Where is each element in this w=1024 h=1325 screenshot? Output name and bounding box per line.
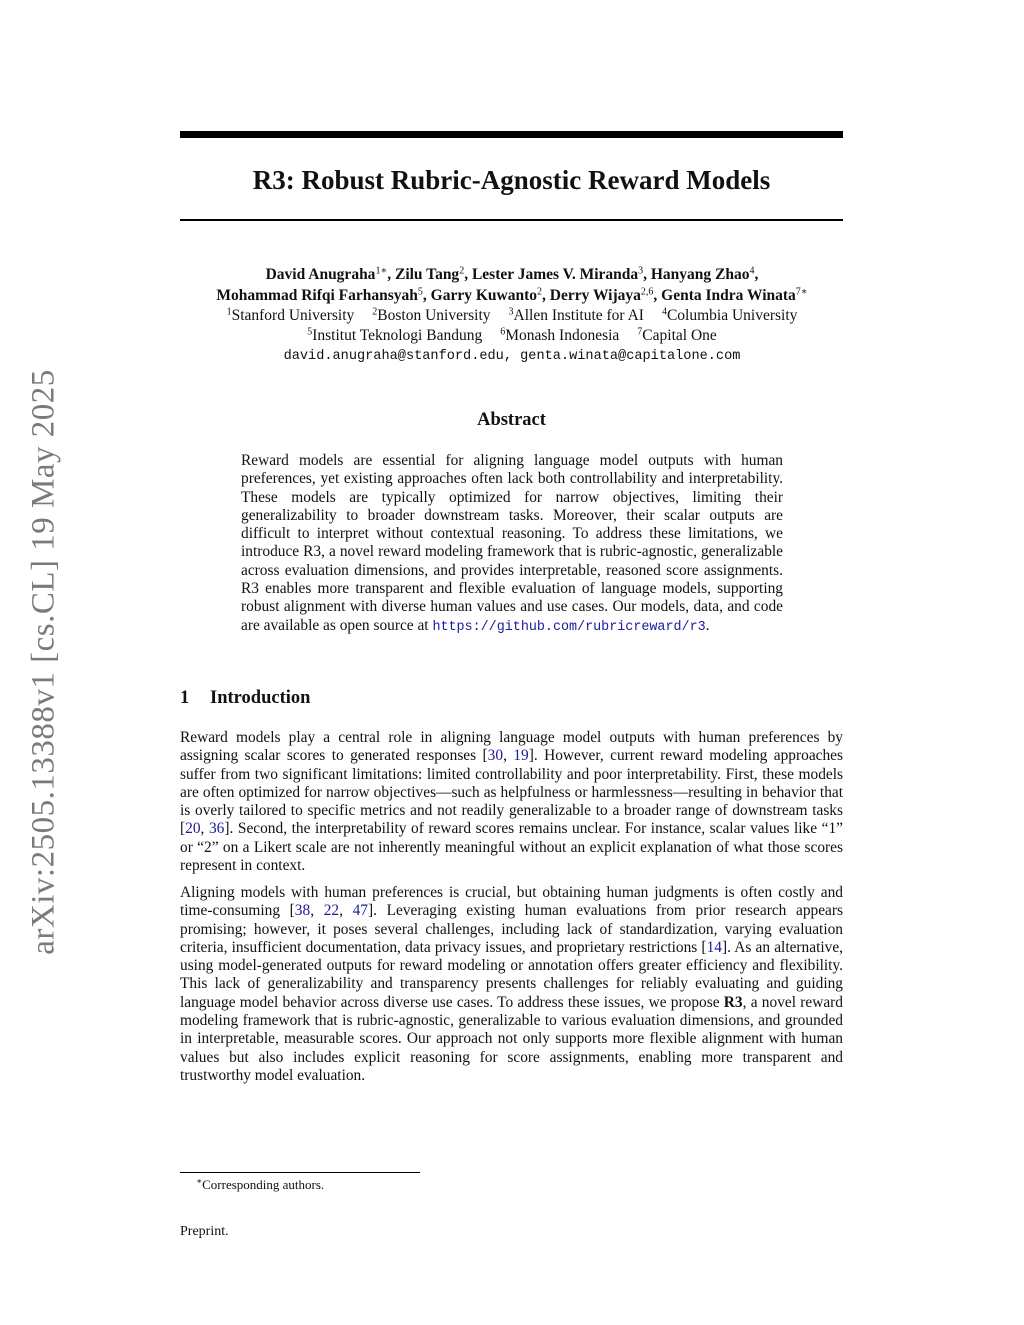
affiliation-number: 7 [637, 326, 643, 338]
author-name: David Anugraha [265, 266, 376, 283]
citation-link[interactable]: 14 [706, 938, 722, 956]
body-text: , [200, 820, 209, 838]
body-text: ]. As an alternative, using model-generated outputs for reward modeling or annotation offers greater efficiency and flexibility. This lack of generalizability and transparency presents challenges for reliably evaluating and guiding language model behavior across diverse use cases. To address these issues, we propose [180, 938, 843, 1011]
author-affil-mark: 1∗ [375, 265, 388, 277]
citation-link[interactable]: 36 [208, 820, 225, 838]
affiliation-name: Columbia University [666, 307, 798, 324]
abstract-end: . [705, 616, 710, 634]
affiliation [662, 307, 797, 324]
author-name: Zilu Tang [394, 266, 460, 283]
citation-link[interactable]: 30 [487, 747, 504, 765]
author-separator: , [754, 266, 759, 283]
intro-paragraph-2 [180, 884, 843, 1085]
affiliation-name: Allen Institute for AI [513, 307, 644, 324]
section-number: 1 [180, 688, 190, 708]
affiliation [227, 307, 355, 324]
title-bottom-rule [180, 219, 843, 221]
author-affil-mark: 3 [638, 265, 644, 277]
citation-link[interactable]: 47 [352, 902, 368, 920]
footnote-text: Corresponding authors. [202, 1177, 325, 1192]
body-text: Reward models play a central role in aligning language model outputs with human preferences by assigning scalar scores to generated responses [ [180, 729, 843, 765]
author-line-2 [150, 285, 874, 306]
author-separator: , [422, 287, 431, 304]
affiliation-number: 5 [307, 326, 313, 338]
body-text: Aligning models with human preferences is crucial, but obtaining human judgments is often costly and time-consuming [ [180, 884, 843, 920]
body-text: , [503, 747, 514, 765]
author-affil-mark: 4 [749, 265, 755, 277]
body-text: ]. Leveraging existing human evaluations from prior research appears promising; however, it poses several challenges, including lack of standardization, varying evaluation criteria, insufficient documentation, data privacy issues, and proprietary restrictions [ [180, 902, 843, 956]
affiliation-name: Capital One [642, 327, 717, 344]
footnote [196, 1176, 324, 1193]
footnote-rule [180, 1172, 420, 1173]
author-affil-mark: 2 [459, 265, 465, 277]
abstract-body-text: Reward models are essential for aligning language model outputs with human preferences, yet existing approaches often lack both controllability and interpretability. These models are typically optimized for narrow objectives, limiting their generalizability to broader downstream tasks. Moreover, their scalar outputs are difficult to interpret without contextual reasoning. To address these limitations, we introduce R3, a novel reward modeling framework that is rubric-agnostic, generalizable across evaluation dimensions, and provides interpretable, reasoned score assignments. R3 enables more transparent and flexible evaluation of language models, supporting robust alignment with diverse human values and use cases. Our models, data, and code are available as open source at [241, 452, 783, 634]
author-separator: , [464, 266, 472, 283]
author-affil-mark: 2 [537, 286, 543, 298]
body-text: ]. Second, the interpretability of reward scores remains unclear. For instance, scalar values like “1” or “2” on a Likert scale are not inherently meaningful without an explicit explanation of what those scores represent in context. [180, 820, 843, 875]
author-block [150, 264, 874, 368]
title-top-rule [180, 131, 843, 138]
affiliation-number: 3 [508, 306, 514, 318]
affiliation-number: 1 [226, 306, 232, 318]
affiliation-number: 4 [661, 306, 667, 318]
author-name: Lester James V. Miranda [471, 266, 639, 283]
author-emails[interactable]: david.anugraha@stanford.edu, genta.winata@capitalone.com [283, 349, 741, 364]
arxiv-identifier[interactable]: arXiv:2505.13388v1 [cs.CL] 19 May 2025 [25, 369, 62, 955]
affiliation-name: Stanford University [231, 307, 355, 324]
affiliation-number: 6 [500, 326, 506, 338]
author-affil-mark: 2,6 [640, 286, 654, 298]
affiliation [307, 327, 482, 344]
author-name: Garry Kuwanto [430, 287, 538, 304]
author-separator: , [643, 266, 651, 283]
author-name: Genta Indra Winata [661, 287, 796, 304]
section-title: Introduction [210, 688, 311, 708]
body-text: , [310, 902, 324, 920]
affiliation [637, 327, 716, 344]
affiliation-name: Boston University [377, 307, 491, 324]
affiliation-name: Monash Indonesia [505, 327, 620, 344]
citation-link[interactable]: 19 [513, 747, 529, 765]
author-name: Derry Wijaya [549, 287, 641, 304]
intro-paragraph-1 [180, 729, 843, 875]
citation-link[interactable]: 38 [294, 902, 311, 920]
preprint-label: Preprint. [180, 1224, 229, 1239]
emphasis-text: R3 [723, 993, 743, 1011]
paper-title: R3: Robust Rubric-Agnostic Reward Models [252, 165, 771, 195]
abstract-text [241, 452, 783, 637]
affiliation [372, 307, 490, 324]
affiliation-number: 2 [372, 306, 378, 318]
author-separator: , [387, 266, 395, 283]
affiliation-line-2 [150, 326, 874, 346]
citation-link[interactable]: 22 [323, 902, 340, 920]
github-link[interactable]: https://github.com/rubricreward/r3 [432, 619, 706, 635]
body-text: ]. However, current reward modeling approaches suffer from two significant limitations: limited controllability and poor interpretability. First, these models are often optimized for narrow objectives—such as helpfulness or harmlessness—resulting in behavior that is overly tailored to specific metrics and not readily generalizable to a broader range of downstream tasks [ [180, 747, 844, 838]
author-name: Mohammad Rifqi Farhansyah [216, 287, 418, 304]
affiliation-line-1 [150, 306, 874, 326]
body-text: , a novel reward modeling framework that is rubric-agnostic, generalizable to various evaluation dimensions, and grounded in interpretable, measurable scores. Our approach not only supports more flexible alignment with human values but also includes explicit reasoning for score assignments, enabling more transparent and trustworthy model evaluation. [180, 993, 843, 1084]
author-line-1 [150, 264, 874, 285]
abstract-heading: Abstract [477, 410, 546, 430]
author-name: Hanyang Zhao [650, 266, 750, 283]
citation-link[interactable]: 20 [185, 820, 201, 838]
section-heading-introduction [180, 686, 843, 710]
footnote-mark: ∗ [196, 1176, 203, 1187]
author-separator: , [542, 287, 550, 304]
affiliation [509, 307, 644, 324]
author-separator: , [653, 287, 662, 304]
affiliation-name: Institut Teknologi Bandung [312, 327, 483, 344]
author-affil-mark: 5 [417, 286, 423, 298]
author-affil-mark: 7∗ [795, 286, 808, 298]
affiliation [500, 327, 619, 344]
body-text: , [339, 902, 353, 920]
